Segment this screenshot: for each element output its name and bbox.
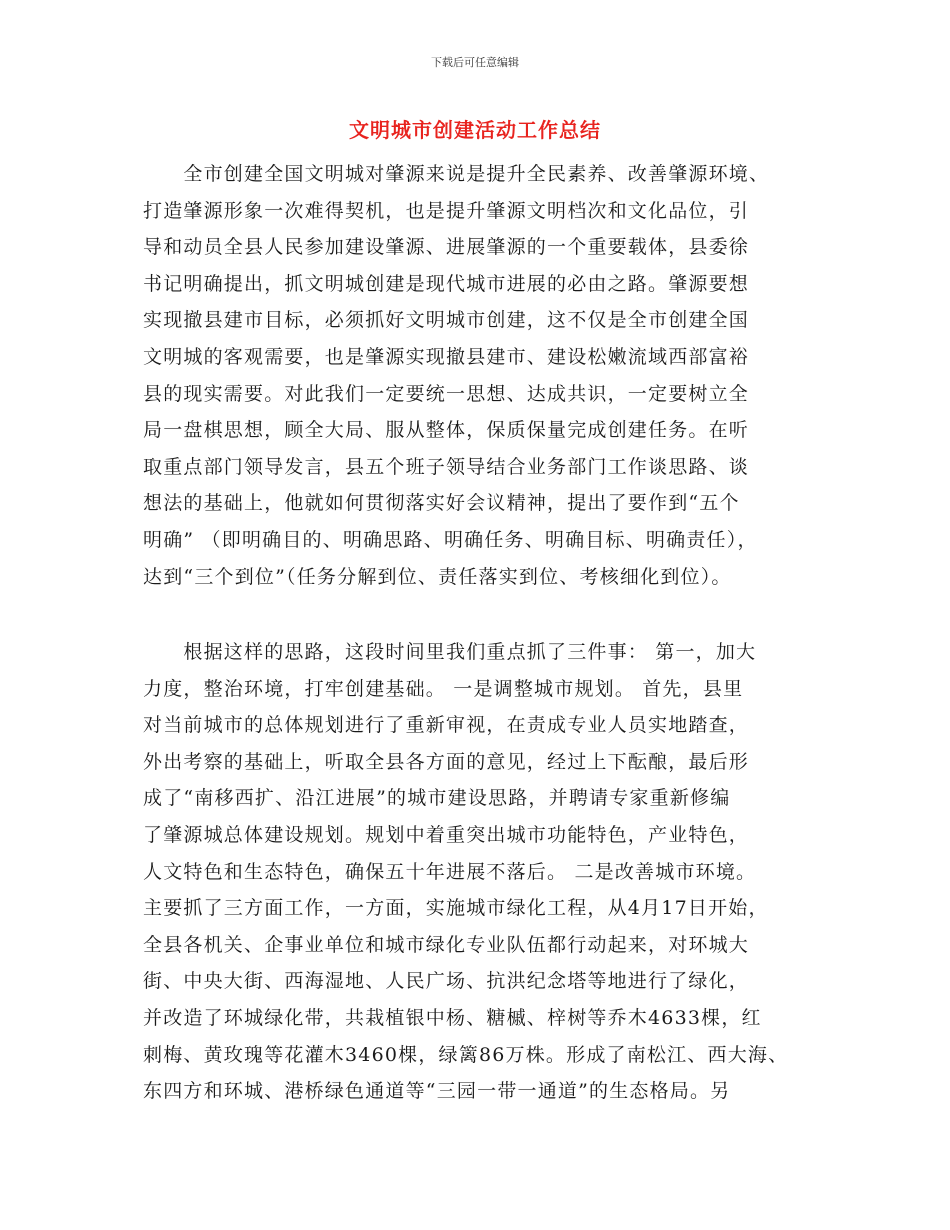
text-line: 并改造了环城绿化带，共栽植银中杨、糖槭、梓树等乔木4633棵，红	[143, 1006, 762, 1029]
text-line: 想法的基础上，他就如何贯彻落实好会议精神，提出了要作到“五个	[143, 492, 740, 515]
paragraph-2	[143, 634, 843, 1110]
page-header-note: 下载后可任意编辑	[431, 56, 519, 69]
text-line: 人文特色和生态特色，确保五十年进展不落后。 二是改善城市环境。	[143, 860, 757, 883]
text-line: 刺梅、黄玫瑰等花灌木3460棵，绿篱86万株。形成了南松江、西大海、	[143, 1043, 789, 1066]
text-line: 文明城的客观需要，也是肇源实现撤县建市、建设松嫩流域西部富裕	[143, 345, 750, 368]
paragraph-1	[143, 156, 843, 595]
text-line: 全县各机关、企事业单位和城市绿化专业队伍都行动起来，对环城大	[143, 933, 750, 956]
text-line: 取重点部门领导发言，县五个班子领导结合业务部门工作谈思路、谈	[143, 455, 750, 478]
text-line: 局一盘棋思想，顾全大局、服从整体，保质保量完成创建任务。在听	[143, 419, 750, 442]
text-line: 导和动员全县人民参加建设肇源、进展肇源的一个重要载体，县委徐	[143, 236, 750, 259]
text-line: 全市创建全国文明城对肇源来说是提升全民素养、改善肇源环境、	[143, 163, 770, 185]
text-line: 外出考察的基础上，听取全县各方面的意见，经过上下酝酿，最后形	[143, 750, 750, 773]
text-line: 县的现实需要。对此我们一定要统一思想、达成共识，一定要树立全	[143, 382, 750, 405]
text-line: 了肇源城总体建设规划。规划中着重突出城市功能特色，产业特色，	[143, 823, 750, 846]
document-title: 文明城市创建活动工作总结	[349, 118, 601, 142]
text-line: 书记明确提出，抓文明城创建是现代城市进展的必由之路。肇源要想	[143, 272, 750, 295]
text-line: 街、中央大街、西海湿地、人民广场、抗洪纪念塔等地进行了绿化，	[143, 970, 750, 993]
text-line: 东四方和环城、港桥绿色通道等“三园一带一通道”的生态格局。另	[143, 1080, 731, 1103]
text-line: 对当前城市的总体规划进行了重新审视，在责成专业人员实地踏查，	[143, 714, 750, 737]
text-line: 明确” （即明确目的、明确思路、明确任务、明确目标、明确责任），	[143, 528, 758, 551]
text-line: 达到“三个到位”（任务分解到位、责任落实到位、考核细化到位）。	[143, 565, 732, 588]
text-line: 实现撤县建市目标，必须抓好文明城市创建，这不仅是全市创建全国	[143, 309, 750, 332]
text-line: 主要抓了三方面工作，一方面，实施城市绿化工程，从4月17日开始，	[143, 897, 769, 920]
text-line: 根据这样的思路，这段时间里我们重点抓了三件事： 第一，加大	[143, 641, 757, 663]
text-line: 力度，整治环境，打牢创建基础。 一是调整城市规划。 首先，县里	[143, 677, 744, 700]
text-line: 成了“南移西扩、沿江进展”的城市建设思路，并聘请专家重新修编	[143, 787, 731, 810]
text-line: 打造肇源形象一次难得契机，也是提升肇源文明档次和文化品位，引	[143, 199, 750, 222]
